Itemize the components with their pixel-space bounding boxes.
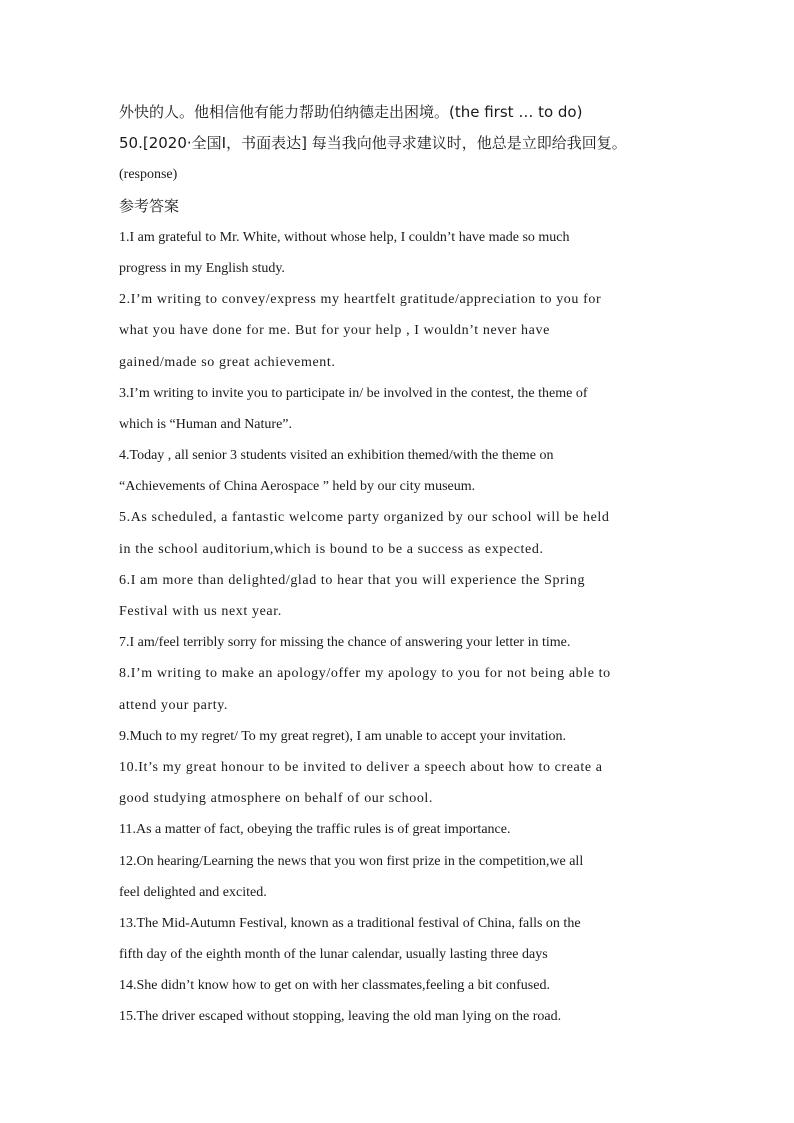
text-line: attend your party. bbox=[119, 697, 229, 713]
answer-14: 14.She didn’t know how to get on with her classmates,feeling a bit confused. bbox=[119, 978, 550, 994]
text-line: (response) bbox=[119, 167, 178, 183]
page-content bbox=[119, 97, 679, 1033]
question-50: 50.[2020·全国Ⅰ，书面表达] 每当我向他寻求建议时，他总是立即给我回复。 bbox=[119, 134, 627, 153]
answer-5: 5.As scheduled, a fantastic welcome party organized by our school will be held bbox=[119, 510, 610, 526]
text-line: good studying atmosphere on behalf of our school. bbox=[119, 791, 434, 807]
text-line: in the school auditorium,which is bound to be a success as expected. bbox=[119, 541, 544, 557]
text-line: “Achievements of China Aerospace ” held by our city museum. bbox=[119, 479, 476, 495]
answer-1: 1.I am grateful to Mr. White, without whose help, I couldn’t have made so much bbox=[119, 229, 570, 245]
text-line: Festival with us next year. bbox=[119, 604, 282, 619]
text-line: gained/made so great achievement. bbox=[119, 354, 336, 370]
answer-heading: 参考答案 bbox=[119, 196, 180, 215]
text-line: fifth day of the eighth month of the lunar calendar, usually lasting three days bbox=[119, 947, 548, 963]
text-line: progress in my English study. bbox=[119, 260, 285, 276]
answer-13: 13.The Mid-Autumn Festival, known as a traditional festival of China, falls on the bbox=[119, 915, 581, 931]
text-line: 外快的人。他相信他有能力帮助伯纳德走出困境。(the first … to do) bbox=[119, 103, 583, 121]
answer-8: 8.I’m writing to make an apology/offer my apology to you for not being able to bbox=[119, 666, 611, 682]
answer-15: 15.The driver escaped without stopping, leaving the old man lying on the road. bbox=[119, 1009, 562, 1025]
text-line: what you have done for me. But for your help , I wouldn’t never have bbox=[119, 323, 550, 339]
text-line: which is “Human and Nature”. bbox=[119, 416, 292, 432]
text-line: feel delighted and excited. bbox=[119, 884, 267, 900]
answer-12: 12.On hearing/Learning the news that you won first prize in the competition,we all bbox=[119, 853, 584, 869]
answer-2: 2.I’m writing to convey/express my heartfelt gratitude/appreciation to you for bbox=[119, 292, 602, 308]
answer-9: 9.Much to my regret/ To my great regret), I am unable to accept your invitation. bbox=[119, 728, 567, 744]
answer-7: 7.I am/feel terribly sorry for missing the chance of answering your letter in time. bbox=[119, 635, 571, 651]
answer-6: 6.I am more than delighted/glad to hear that you will experience the Spring bbox=[119, 572, 586, 588]
answer-10: 10.It’s my great honour to be invited to deliver a speech about how to create a bbox=[119, 759, 603, 775]
answer-4: 4.Today , all senior 3 students visited an exhibition themed/with the theme on bbox=[119, 448, 554, 464]
answer-3: 3.I’m writing to invite you to participate in/ be involved in the contest, the theme of bbox=[119, 385, 588, 401]
answer-11: 11.As a matter of fact, obeying the traffic rules is of great importance. bbox=[119, 822, 511, 838]
